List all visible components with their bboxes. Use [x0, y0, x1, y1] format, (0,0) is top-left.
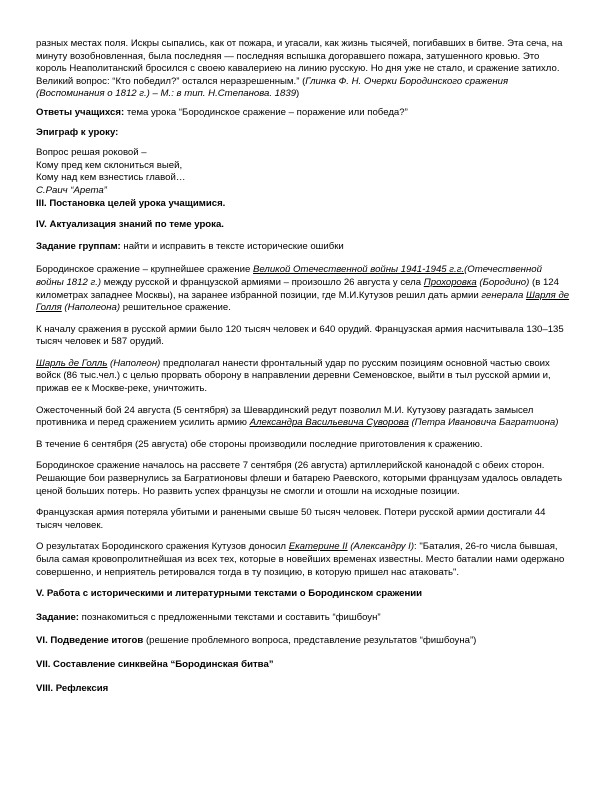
error-de-gaulle-2: Шарль де Голль [36, 357, 108, 369]
error-ww2: Великой Отечественной войны 1941-1945 г.г. [253, 264, 465, 276]
intro-paragraph: разных местах поля. Искры сыпались, как от пожара, и угасали, как жизнь тысячей, погибавших в битве. Эта сеча, на минуту возобновленная, была последняя — последняя вспышка догоравшего пожара, затушенного кровью. Это король Неаполитанский бросился с своею кавалериею на линию русскую. Но дня уже не стало, и сражение затихло. Великий вопрос: “Кто победил?” остался неразрешенным.” (Глинка Ф. Н. Очерки Бородинского сражения (Воспоминания о 1812 г.) – М.: в тип. Н.Степанова. 1839) [36, 38, 563, 100]
section-6-heading: VI. Подведение итогов (решение проблемного вопроса, представление результатов “фишбоуна”) [36, 635, 477, 647]
task-groups-line [36, 241, 572, 254]
task-line [36, 612, 572, 625]
paragraph-army-size: К началу сражения в русской армии было 120 тысяч человек и 640 орудий. Французская армия насчитывала 130–135 тысяч человек и 587 орудий. [36, 323, 564, 348]
error-suvorov: Александра Васильевича Суворова [249, 417, 409, 429]
error-general: генерала [481, 289, 526, 301]
paragraph-shevardino: Ожесточенный бой 24 августа (5 сентября) за Шевардинский редут позволил М.И. Кутузову разгадать замысел противника и перед сражением усилить армию Александра Васильевича Суворова (Петра Ивановича Багратиона) [36, 404, 559, 429]
section-5-heading: V. Работа с историческими и литературными текстами о Бородинском сражении [36, 588, 423, 600]
paragraph-losses: Французская армия потеряла убитыми и ранеными свыше 50 тысяч человек. Потери русской армии достигали 44 тысяч человек. [36, 507, 546, 531]
section-3-heading: III. Постановка целей урока учащимися. [36, 197, 226, 209]
section-7-heading: VII. Составление синквейна “Бородинская битва” [36, 658, 274, 670]
paragraph-preparations: В течение 6 сентября (25 августа) обе стороны производили последние приготовления к сражению. [36, 438, 483, 450]
error-de-gaulle: Шарля де Голля [36, 289, 570, 314]
correction-alexander: (Александру I) [347, 541, 415, 553]
correction-bagration: (Петра Ивановича Багратиона) [408, 417, 559, 429]
task-groups-label: Задание группам: [36, 240, 121, 252]
answers-label: Ответы учащихся: [36, 106, 125, 118]
correction-borodino: (Бородино) [476, 276, 530, 288]
section-4-heading: IV. Актуализация знаний по теме урока. [36, 219, 224, 231]
task-groups-text: найти и исправить в тексте исторические ошибки [120, 240, 344, 252]
paragraph-battle: Бородинское сражение началось на рассвете 7 сентября (26 августа) артиллерийской канонадой с обеих сторон. Решающие бои развернулись за Багратионовы флеши и батарею Раевского, которыми французам удалось овладеть ценой больших потерь. Но развить успех французы не смогли и отошли на исходные позиции. [36, 460, 563, 497]
paragraph-plan: Шарль де Голль (Наполеон) предполагал нанести фронтальный удар по русским позициям основной частью своих войск (86 тыс.чел.) с целью прорвать оборону в направлении деревни Семеновское, выйти в тыл русской армии и, прижав ее к Москве-реке, уничтожить. [36, 357, 551, 395]
epigraph-line: Кому над кем взнестись главой… [36, 172, 186, 184]
correction-napoleon: (Наполеона) [61, 302, 121, 314]
task-label: Задание: [36, 611, 79, 623]
task-text: познакомиться с предложенными текстами и составить “фишбоун” [79, 611, 381, 623]
answers-line [36, 107, 572, 120]
epigraph-line: Кому пред кем склониться выей, [36, 159, 183, 171]
error-prokhorovka: Прохоровка [423, 276, 477, 288]
error-catherine: Екатерине II [288, 541, 348, 553]
section-8-heading: VIII. Рефлексия [36, 682, 109, 694]
correction-1812: (Отечественной войны 1812 г.) [36, 264, 542, 288]
epigraph-line: Вопрос решая роковой – [36, 147, 147, 159]
epigraph-block [36, 147, 572, 197]
epigraph-author: С.Раич “Арета” [36, 184, 107, 196]
paragraph-borodino-intro: Бородинское сражение – крупнейшее сражение Великой Отечественной войны 1941-1945 г.г.(Отечественной войны 1812 г.) между русской и французской армиями – произошло 26 августа у села Прохоровка (Бородино) (в 124 километрах западнее Москвы), на заранее избранной позиции, где М.И.Кутузов решил дать армии генерала Шарля де Голля (Наполеона) решительное сражение. [36, 264, 570, 314]
paragraph-report: О результатах Бородинского сражения Кутузов доносил Екатерине II (Александру I): "Баталия, 26-го числа бывшая, была самая кровопролитнейшая из всех тех, которые в новейших временах известны. Место баталии нами одержано совершенно, и неприятель ретировался тогда в ту позицию, в которую пришел нас атаковать". [36, 541, 565, 578]
correction-napoleon-2: (Наполеон) [107, 357, 161, 369]
epigraph-heading: Эпиграф к уроку: [36, 126, 119, 138]
intro-text: разных местах поля. Искры сыпались, как от пожара, и угасали, как жизнь тысячей, погибавших в битве. Эта сеча, на минуту возобновленная, была последняя — последняя вспышка догоравшего пожара, затушенного кровью. Это король Неаполитанский бросился с своею кавалериею на линию русскую. Но дня уже не стало, и сражение затихло. Великий вопрос: “Кто победил?” остался неразрешенным.” [36, 38, 563, 87]
intro-citation: Глинка Ф. Н. Очерки Бородинского сражения (Воспоминания о 1812 г.) – М.: в тип. Н.Степанова. 1839 [36, 75, 509, 100]
answers-text: тема урока “Бородинское сражение – поражение или победа?” [124, 106, 408, 118]
